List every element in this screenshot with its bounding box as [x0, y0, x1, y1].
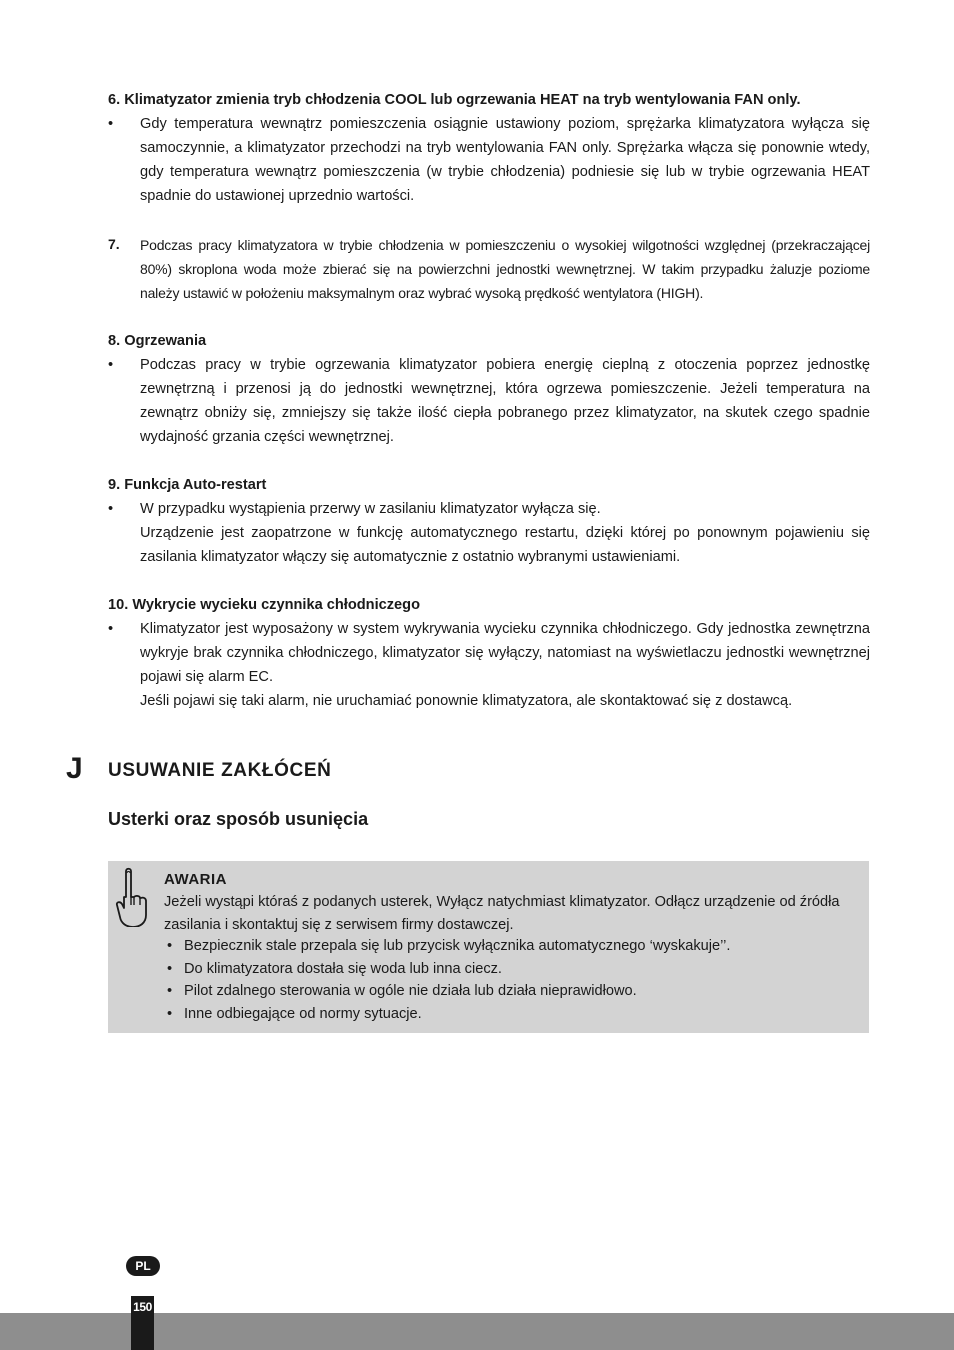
- section-10-text-2: Jeśli pojawi się taki alarm, nie uruchamiać ponownie klimatyzatora, ale skontaktować się z dostawcą.: [140, 693, 793, 709]
- list-item: • Do klimatyzatora dostała się woda lub inna ciecz.: [164, 958, 730, 981]
- bullet: •: [108, 116, 114, 132]
- subsection-title: Usterki oraz sposób usunięcia: [108, 809, 369, 829]
- section-title: USUWANIE ZAKŁÓCEŃ: [108, 760, 332, 781]
- section-9-text-2: Urządzenie jest zaopatrzone w funkcję automatycznego restartu, dzięki której po ponownym pojawieniu się zasilania klimatyzator włączy się automatycznie z ostatnio wybranymi ustawieniami.: [140, 525, 870, 565]
- section-9-text-1: W przypadku wystąpienia przerwy w zasilaniu klimatyzator wyłącza się.: [140, 501, 601, 517]
- section-7-text: Podczas pracy klimatyzatora w trybie chłodzenia w pomieszczeniu o wysokiej wilgotności względnej (przekraczającej 80%) skroplona woda może zbierać się na powierzchni jednostki wewnętrznej. W takim przypadku żaluzje poziome należy ustawić w położeniu maksymalnym oraz wybrać wysoką prędkość wentylatora (HIGH).: [140, 237, 870, 301]
- section-10-text-1: Klimatyzator jest wyposażony w system wykrywania wycieku czynnika chłodniczego. Gdy jednostka zewnętrzna wykryje brak czynnika chłodniczego, klimatyzator się wyłączy, natomiast na wyświetlaczu jednostki wewnętrznej pojawi się alarm EC.: [140, 621, 870, 685]
- list-item: • Bezpiecznik stale przepala się lub przycisk wyłącznika automatycznego ‘wyskakuje’’.: [164, 935, 730, 958]
- warning-text: Jeżeli wystąpi któraś z podanych usterek, Wyłącz natychmiast klimatyzator. Odłącz urządzenie od źródła zasilania i skontaktuj się z serwisem firmy dostawczej.: [164, 894, 840, 933]
- bullet: •: [108, 357, 114, 373]
- section-6-heading: 6. Klimatyzator zmienia tryb chłodzenia COOL lub ogrzewania HEAT na tryb wentylowania FAN only.: [108, 92, 801, 108]
- page-number: 150: [133, 1300, 152, 1314]
- list-item: • Inne odbiegające od normy sytuacje.: [164, 1003, 730, 1026]
- warning-list: [164, 935, 730, 1025]
- section-letter: J: [66, 752, 83, 785]
- section-8-heading: 8. Ogrzewania: [108, 333, 207, 349]
- list-item: • Pilot zdalnego sterowania w ogóle nie działa lub działa nieprawidłowo.: [164, 980, 730, 1003]
- section-9-heading: 9. Funkcja Auto-restart: [108, 477, 267, 493]
- warning-box: [108, 861, 869, 1033]
- language-badge: PL: [126, 1256, 160, 1276]
- section-7-number: 7.: [108, 236, 120, 252]
- section-10-heading: 10. Wykrycie wycieku czynnika chłodniczego: [108, 597, 421, 613]
- bullet: •: [108, 501, 114, 517]
- section-6-text: Gdy temperatura wewnątrz pomieszczenia osiągnie ustawiony poziom, sprężarka klimatyzatora wyłącza się samoczynnie, a klimatyzator przechodzi na tryb wentylowania FAN only. Sprężarka włącza się ponownie wtedy, gdy temperatura wewnątrz pomieszczenia (w trybie chłodzenia) podniesie się lub w trybie ogrzewania HEAT spadnie do ustawionej uprzednio wartości.: [140, 116, 870, 204]
- bullet: •: [108, 621, 114, 637]
- section-8-text: Podczas pracy w trybie ogrzewania klimatyzator pobiera energię cieplną z otoczenia poprzez jednostkę zewnętrzną i przenosi ją do jednostki wewnętrznej, która ogrzewa pomieszczenie. Jeżeli temperatura na zewnątrz obniży się, zmniejszy się także ilość ciepła pobranego przez klimatyzator, na skutek czego spadnie wydajność grzania części wewnętrznej.: [140, 357, 870, 445]
- warning-title: AWARIA: [164, 871, 227, 888]
- pointing-hand-icon: [114, 867, 148, 927]
